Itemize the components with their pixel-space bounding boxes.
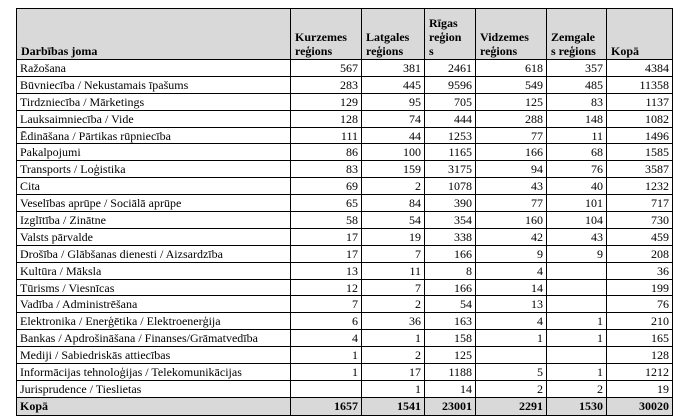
table-cell: 128 — [607, 347, 673, 364]
row-label: Pakalpojumi — [17, 144, 291, 161]
table-cell: 44 — [362, 127, 425, 144]
table-cell: 1 — [547, 313, 607, 330]
table-row — [17, 60, 673, 77]
table-cell: 86 — [291, 144, 362, 161]
table-cell: 4 — [291, 330, 362, 347]
table-cell: 1 — [547, 364, 607, 381]
table-cell: 9 — [476, 245, 547, 262]
table-cell: 357 — [547, 60, 607, 77]
row-label: Bankas / Apdrošināšana / Finanses/Grāmatvedība — [17, 330, 291, 347]
table-cell: 11 — [547, 127, 607, 144]
table-cell: 83 — [291, 161, 362, 178]
table-row — [17, 228, 673, 245]
table-cell: 76 — [547, 161, 607, 178]
table-cell: 1 — [547, 330, 607, 347]
row-label: Izglītība / Zinātne — [17, 212, 291, 229]
table-cell: 84 — [362, 195, 425, 212]
table-cell: 128 — [291, 110, 362, 127]
table-cell: 2 — [476, 380, 547, 397]
table-cell: 42 — [476, 228, 547, 245]
table-cell: 459 — [607, 228, 673, 245]
row-label: Elektronika / Enerģētika / Elektroenerģija — [17, 313, 291, 330]
table-cell: 4 — [476, 313, 547, 330]
row-label: Cita — [17, 178, 291, 195]
table-cell: 129 — [291, 93, 362, 110]
table-cell: 58 — [291, 212, 362, 229]
column-header-line: Darbības joma — [21, 44, 98, 58]
table-cell: 74 — [362, 110, 425, 127]
table-container — [16, 8, 673, 416]
table-cell: 618 — [476, 60, 547, 77]
table-cell: 1165 — [425, 144, 476, 161]
table-cell: 65 — [291, 195, 362, 212]
row-label: Drošība / Glābšanas dienesti / Aizsardzība — [17, 245, 291, 262]
table-cell: 166 — [425, 279, 476, 296]
table-cell: 705 — [425, 93, 476, 110]
table-cell: 54 — [425, 296, 476, 313]
row-label: Jurisprudence / Tieslietas — [17, 380, 291, 397]
table-cell: 7 — [362, 279, 425, 296]
table-cell: 1232 — [607, 178, 673, 195]
column-header-line: reģions — [295, 44, 333, 58]
column-header — [607, 9, 673, 60]
table-cell: 100 — [362, 144, 425, 161]
row-label: Mediji / Sabiedriskās attiecības — [17, 347, 291, 364]
total-label: Kopā — [17, 397, 291, 415]
table-cell: 1078 — [425, 178, 476, 195]
table-cell — [547, 296, 607, 313]
table-cell: 2 — [362, 178, 425, 195]
table-cell: 36 — [607, 262, 673, 279]
row-label: Kultūra / Māksla — [17, 262, 291, 279]
column-header-line: Vidzemes — [480, 30, 529, 44]
table-cell: 3175 — [425, 161, 476, 178]
table-cell: 199 — [607, 279, 673, 296]
row-label: Lauksaimniecība / Vide — [17, 110, 291, 127]
table-cell: 208 — [607, 245, 673, 262]
table-cell: 1 — [291, 364, 362, 381]
column-header-line: Kopā — [611, 44, 640, 58]
table-cell: 125 — [476, 93, 547, 110]
table-cell: 5 — [476, 364, 547, 381]
table-cell: 354 — [425, 212, 476, 229]
total-row — [17, 397, 673, 415]
table-cell: 17 — [291, 245, 362, 262]
table-cell: 1212 — [607, 364, 673, 381]
table-row — [17, 262, 673, 279]
table-cell: 12 — [291, 279, 362, 296]
row-label: Ēdināšana / Pārtikas rūpniecība — [17, 127, 291, 144]
table-cell — [547, 279, 607, 296]
table-cell: 11358 — [607, 76, 673, 93]
header-row — [17, 9, 673, 60]
total-cell: 23001 — [425, 397, 476, 415]
row-label: Tūrisms / Viesnīcas — [17, 279, 291, 296]
table-cell: 549 — [476, 76, 547, 93]
table-cell: 2 — [362, 347, 425, 364]
table-row — [17, 127, 673, 144]
table-cell: 43 — [476, 178, 547, 195]
table-cell: 1082 — [607, 110, 673, 127]
table-cell: 104 — [547, 212, 607, 229]
table-row — [17, 195, 673, 212]
table-cell: 165 — [607, 330, 673, 347]
table-cell: 83 — [547, 93, 607, 110]
table-cell: 1585 — [607, 144, 673, 161]
column-header-line: Rīgas — [429, 16, 458, 30]
table-cell: 160 — [476, 212, 547, 229]
column-header-line: Kurzemes — [295, 30, 347, 44]
table-cell: 4 — [476, 262, 547, 279]
table-cell: 7 — [291, 296, 362, 313]
table-cell: 11 — [362, 262, 425, 279]
table-cell: 77 — [476, 127, 547, 144]
table-cell: 43 — [547, 228, 607, 245]
table-cell: 4384 — [607, 60, 673, 77]
table-cell: 148 — [547, 110, 607, 127]
table-cell: 125 — [425, 347, 476, 364]
table-row — [17, 76, 673, 93]
table-row — [17, 296, 673, 313]
table-cell: 2 — [362, 296, 425, 313]
table-cell: 163 — [425, 313, 476, 330]
table-cell: 40 — [547, 178, 607, 195]
table-cell: 9596 — [425, 76, 476, 93]
table-cell: 1496 — [607, 127, 673, 144]
column-header-line: s reģions — [551, 44, 596, 58]
column-header-line: Latgales — [366, 30, 410, 44]
table-row — [17, 110, 673, 127]
table-cell: 14 — [476, 279, 547, 296]
table-row — [17, 161, 673, 178]
table-cell: 1 — [291, 347, 362, 364]
row-label: Būvniecība / Nekustamais īpašums — [17, 76, 291, 93]
table-cell: 6 — [291, 313, 362, 330]
table-cell: 54 — [362, 212, 425, 229]
total-cell: 2291 — [476, 397, 547, 415]
column-header — [476, 9, 547, 60]
column-header-line: reģion — [429, 30, 462, 44]
table-cell: 17 — [362, 364, 425, 381]
table-cell: 95 — [362, 93, 425, 110]
table-row — [17, 347, 673, 364]
table-row — [17, 245, 673, 262]
column-header — [291, 9, 362, 60]
row-label: Tirdzniecība / Mārketings — [17, 93, 291, 110]
table-body — [17, 60, 673, 398]
table-cell — [547, 262, 607, 279]
table-cell: 730 — [607, 212, 673, 229]
row-label: Ražošana — [17, 60, 291, 77]
table-cell: 159 — [362, 161, 425, 178]
column-header-line: Zemgale — [551, 30, 595, 44]
table-cell: 1 — [476, 330, 547, 347]
table-cell: 111 — [291, 127, 362, 144]
table-cell: 381 — [362, 60, 425, 77]
table-row — [17, 279, 673, 296]
table-cell: 94 — [476, 161, 547, 178]
total-cell: 1657 — [291, 397, 362, 415]
column-header-line: reģions — [480, 44, 518, 58]
column-header — [362, 9, 425, 60]
column-header-line: s — [429, 44, 434, 58]
table-cell: 1253 — [425, 127, 476, 144]
table-row — [17, 178, 673, 195]
table-cell: 36 — [362, 313, 425, 330]
row-label: Valsts pārvalde — [17, 228, 291, 245]
regions-table — [16, 8, 673, 416]
table-cell: 8 — [425, 262, 476, 279]
table-header — [17, 9, 673, 60]
table-cell: 1 — [362, 330, 425, 347]
table-cell: 2 — [547, 380, 607, 397]
table-cell: 19 — [607, 380, 673, 397]
table-cell: 338 — [425, 228, 476, 245]
table-cell: 444 — [425, 110, 476, 127]
column-header-line: reģions — [366, 44, 404, 58]
table-cell: 717 — [607, 195, 673, 212]
table-row — [17, 313, 673, 330]
table-cell: 69 — [291, 178, 362, 195]
table-cell — [476, 347, 547, 364]
table-cell: 76 — [607, 296, 673, 313]
column-header — [17, 9, 291, 60]
table-cell: 283 — [291, 76, 362, 93]
table-footer — [17, 397, 673, 415]
total-cell: 1541 — [362, 397, 425, 415]
table-cell: 210 — [607, 313, 673, 330]
table-cell: 288 — [476, 110, 547, 127]
table-cell: 77 — [476, 195, 547, 212]
table-cell: 101 — [547, 195, 607, 212]
table-cell: 390 — [425, 195, 476, 212]
table-row — [17, 212, 673, 229]
table-cell: 166 — [425, 245, 476, 262]
row-label: Transports / Loģistika — [17, 161, 291, 178]
table-cell: 13 — [291, 262, 362, 279]
table-cell: 2461 — [425, 60, 476, 77]
row-label: Vadība / Administrēšana — [17, 296, 291, 313]
table-cell: 567 — [291, 60, 362, 77]
table-row — [17, 330, 673, 347]
table-cell: 68 — [547, 144, 607, 161]
column-header — [547, 9, 607, 60]
table-cell: 1137 — [607, 93, 673, 110]
table-cell: 166 — [476, 144, 547, 161]
table-cell: 7 — [362, 245, 425, 262]
table-cell: 9 — [547, 245, 607, 262]
table-cell — [291, 380, 362, 397]
table-cell: 1 — [362, 380, 425, 397]
table-cell: 158 — [425, 330, 476, 347]
table-cell: 14 — [425, 380, 476, 397]
row-label: Veselības aprūpe / Sociālā aprūpe — [17, 195, 291, 212]
table-row — [17, 144, 673, 161]
row-label: Informācijas tehnoloģijas / Telekomunikācijas — [17, 364, 291, 381]
table-cell: 3587 — [607, 161, 673, 178]
table-row — [17, 93, 673, 110]
table-cell: 445 — [362, 76, 425, 93]
table-row — [17, 364, 673, 381]
table-row — [17, 380, 673, 397]
total-cell: 30020 — [607, 397, 673, 415]
table-cell: 1188 — [425, 364, 476, 381]
column-header — [425, 9, 476, 60]
table-cell: 485 — [547, 76, 607, 93]
table-cell: 19 — [362, 228, 425, 245]
total-cell: 1530 — [547, 397, 607, 415]
table-cell: 17 — [291, 228, 362, 245]
table-cell: 13 — [476, 296, 547, 313]
table-cell — [547, 347, 607, 364]
